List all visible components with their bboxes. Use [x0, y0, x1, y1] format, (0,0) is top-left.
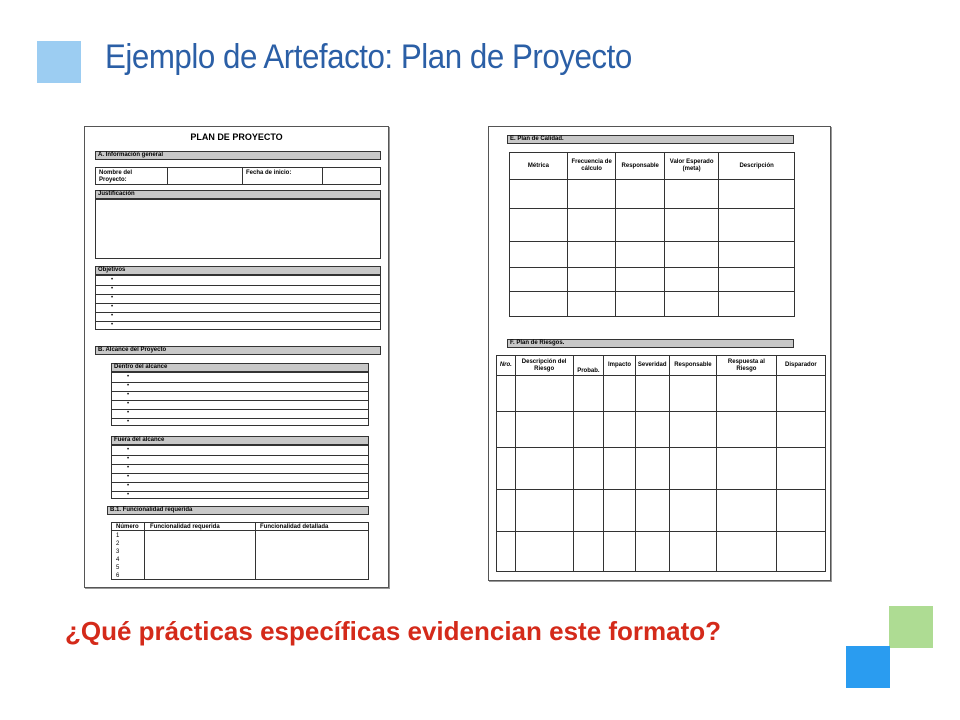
section-e-bar: E. Plan de Calidad. [507, 135, 794, 144]
quality-header: Descripción [719, 153, 795, 180]
risk-header: Responsable [669, 356, 717, 376]
divider [144, 523, 145, 580]
row-line [112, 409, 368, 410]
quality-header: Responsable [616, 153, 665, 180]
row-line [112, 491, 368, 492]
risk-header: Disparador [776, 356, 825, 376]
section-b1-bar: B.1. Funcionalidad requerida [107, 506, 369, 515]
divider [167, 168, 168, 185]
row-number: 3 [116, 549, 120, 555]
divider [112, 530, 369, 531]
bullet-point: • [127, 474, 130, 480]
col-required: Funcionalidad requerida [150, 524, 220, 530]
row-number: 2 [116, 541, 120, 547]
bullet-point: • [127, 401, 130, 407]
out-scope-list [111, 445, 369, 499]
quality-header: Frecuencia de cálculo [567, 153, 616, 180]
bullet-point: • [127, 410, 130, 416]
row-number: 4 [116, 557, 120, 563]
col-number: Número [116, 524, 139, 530]
justification-bar: Justificación [95, 190, 381, 199]
row-line [112, 391, 368, 392]
quality-header: Valor Esperado (meta) [665, 153, 719, 180]
row-line [112, 400, 368, 401]
general-info-row [95, 167, 381, 185]
row-line [112, 418, 368, 419]
objectives-list [95, 275, 381, 330]
form-heading: PLAN DE PROYECTO [190, 132, 283, 142]
section-a-bar: A. Información general [95, 151, 381, 160]
row-line [112, 473, 368, 474]
bullet-point: • [127, 374, 130, 380]
bullet-point: • [127, 492, 130, 498]
in-scope-bar: Dentro del alcance [111, 363, 369, 372]
quality-plan-table [509, 152, 795, 317]
bullet-point: • [111, 304, 114, 310]
slide-title: Ejemplo de Artefacto: Plan de Proyecto [105, 38, 632, 76]
section-b-bar: B. Alcance del Proyecto [95, 346, 381, 355]
divider [322, 168, 323, 185]
out-scope-bar: Fuera del alcance [111, 436, 369, 445]
bullet-point: • [111, 286, 114, 292]
justification-box [95, 199, 381, 259]
functionality-table [111, 522, 369, 580]
bullet-point: • [111, 313, 114, 319]
row-line [112, 464, 368, 465]
quality-header: Métrica [510, 153, 568, 180]
row-numbers [116, 532, 119, 580]
risk-header: Impacto [604, 356, 636, 376]
project-plan-form-page-1 [84, 126, 389, 588]
row-number: 1 [116, 533, 120, 539]
bullet-point: • [111, 295, 114, 301]
bullet-point: • [127, 392, 130, 398]
row-line [96, 294, 380, 295]
row-line [96, 312, 380, 313]
bullet-point: • [127, 383, 130, 389]
slide-question: ¿Qué prácticas específicas evidencian este formato? [65, 616, 722, 646]
bullet-point: • [127, 465, 130, 471]
bullet-point: • [127, 456, 130, 462]
bullet-point: • [127, 483, 130, 489]
risk-header: Respuesta al Riesgo [717, 356, 777, 376]
row-line [96, 303, 380, 304]
row-line [112, 382, 368, 383]
risk-header: Severidad [635, 356, 669, 376]
row-number: 5 [116, 565, 120, 571]
bullet-point: • [111, 277, 114, 283]
decorative-square-blue [846, 646, 890, 688]
start-date-label: Fecha de inicio: [246, 170, 292, 176]
section-f-bar: F. Plan de Riesgos. [507, 339, 794, 348]
bullet-point: • [127, 447, 130, 453]
bullet-point: • [111, 322, 114, 328]
col-detailed: Funcionalidad detallada [260, 524, 329, 530]
risk-header: Nro. [497, 356, 516, 376]
row-number: 6 [116, 573, 120, 579]
objectives-bar: Objetivos [95, 266, 381, 275]
in-scope-list [111, 372, 369, 426]
divider [242, 168, 243, 185]
decorative-square-light-blue [37, 41, 81, 83]
risk-header: Descripción del Riesgo [515, 356, 573, 376]
bullet-point: • [127, 419, 130, 425]
decorative-square-green [889, 606, 933, 648]
project-name-label: Nombre del Proyecto: [99, 170, 133, 183]
row-line [96, 285, 380, 286]
row-line [112, 455, 368, 456]
project-plan-form-page-2 [488, 126, 831, 581]
risk-plan-table [496, 355, 826, 572]
row-line [112, 482, 368, 483]
divider [255, 523, 256, 580]
row-line [96, 321, 380, 322]
risk-header: Probab. [573, 356, 604, 376]
